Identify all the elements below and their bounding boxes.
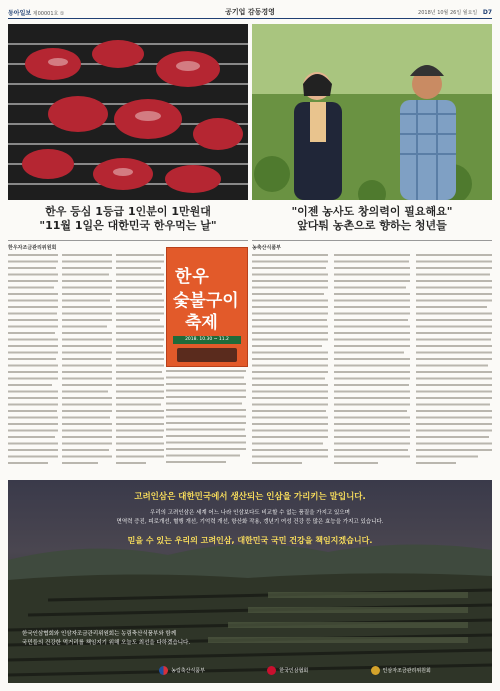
text-lines [166,368,246,470]
left-body-col4 [166,368,246,470]
beef-grill-photo [8,24,248,200]
right-headline [252,205,492,233]
right-headline-line2: 앞다퉈 농촌으로 향하는 청년들 [297,219,447,232]
poster-date: 2018. 10.30 ~ 11.2 [173,336,241,344]
text-lines [8,252,58,470]
association-logo-label: 한국인삼협회 [279,667,309,674]
right-body-col3 [416,252,492,470]
left-body-col2 [62,252,112,470]
text-lines [416,252,492,470]
issue-number: 제00001호 ① [32,10,65,17]
association-icon [267,666,276,675]
publication-name: 동아일보 [8,9,32,17]
masthead [8,6,492,18]
left-body-col1 [8,252,58,470]
banner-body-line1: 우리의 고려인삼은 세계 어느 나라 인삼보다도 비교할 수 없는 품질을 가지고 있으며 [150,510,350,516]
banner-tagline: 믿을 수 있는 우리의 고려인삼, 대한민국 국민 건강을 책임지겠습니다. [127,536,373,545]
text-lines [116,252,164,470]
ginseng-advertisement [8,480,492,683]
poster-line3: 축제 [185,313,218,333]
right-byline: 농축산식품부 [252,245,281,251]
right-headline-line1: "이젠 농사도 창의력이 필요해요" [291,205,453,218]
banner-footer-line1: 한국인삼협회와 인삼자조금관리위원회는 농림축산식품부와 함께 [22,631,177,637]
left-body-col3 [116,252,164,470]
left-byline: 한우자조금관리위원회 [8,245,57,251]
poster-line1: 한우 [175,267,210,287]
committee-logo-label: 인삼자조금관리위원회 [382,667,431,674]
right-body-col2 [334,252,410,470]
masthead-rule [8,18,492,19]
text-lines [62,252,112,470]
ginseng-committee-logo [371,666,431,675]
section-title: 공기업 감동경영 [225,8,275,16]
left-headline-line2: "11월 1일은 대한민국 한우먹는 날" [39,219,217,232]
masthead-left [8,8,64,17]
right-divider [252,240,492,241]
banner-footer-line2: 국민들의 건강한 먹거리를 책임지기 위해 오늘도 최선을 다하겠습니다. [22,640,191,646]
ministry-logo-label: 농림축산식품부 [171,667,205,674]
left-headline-line1: 한우 등심 1등급 1인분이 1만원대 [45,205,211,218]
young-farmers-photo [252,24,492,200]
poster-line2: 숯불구이 [173,291,239,311]
taegeuk-icon [159,666,168,675]
sponsor-logos [128,663,462,677]
text-lines [334,252,410,470]
left-headline [8,205,248,233]
poster-grill-graphic [177,348,237,362]
committee-icon [371,666,380,675]
ministry-logo [159,666,205,675]
farmers-illustration [252,24,492,200]
left-divider [8,240,248,241]
banner-body [8,509,492,527]
right-body-col1 [252,252,328,470]
beef-grill-illustration [8,24,248,200]
banner-footer [22,630,190,648]
publication-date: 2018년 10월 26일 월요일 [418,9,478,16]
hanwoo-festival-poster [166,247,248,367]
page-number: D7 [482,8,492,16]
text-lines [252,252,328,470]
masthead-right [418,9,492,16]
ginseng-association-logo [267,666,308,675]
banner-body-line2: 면역력 증진, 피로개선, 혈행 개선, 기억력 개선, 항산화 작용, 갱년기 여성 건강 등 많은 효능을 가지고 있습니다. [116,519,384,525]
banner-title: 고려인삼은 대한민국에서 생산되는 인삼을 가리키는 말입니다. [134,492,366,502]
